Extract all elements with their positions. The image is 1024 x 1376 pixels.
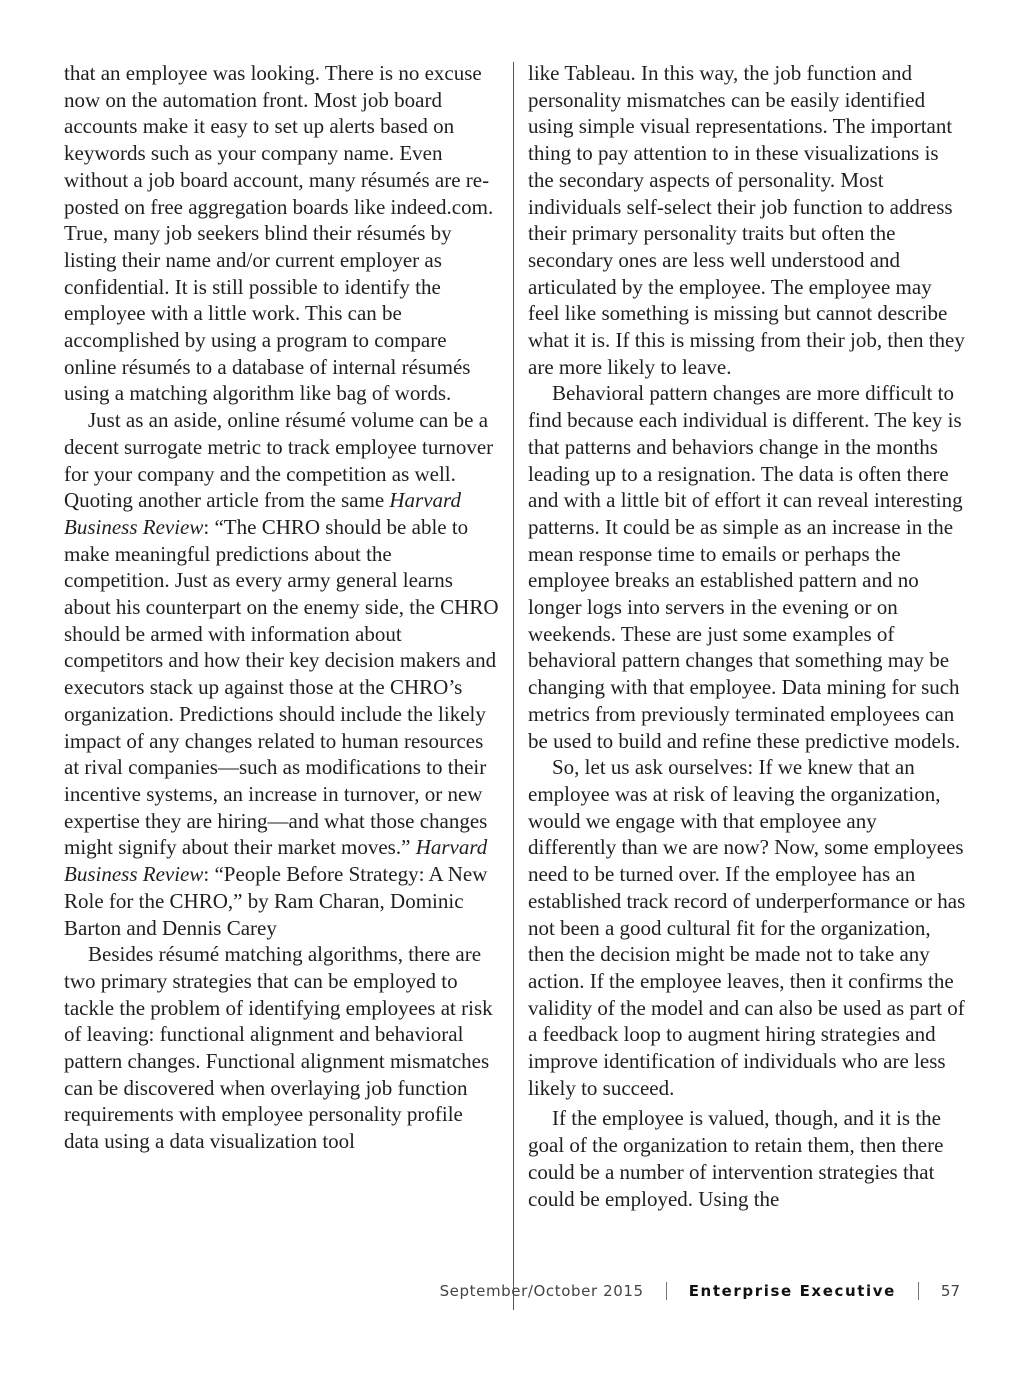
left-paragraph-2-text-c: : “People Before Strategy: A New Role for the CHRO,” by Ram Charan, Dominic Barton and Dennis Carey <box>64 862 488 940</box>
page-number: 57 <box>940 1282 960 1300</box>
left-paragraph-2-text-a: Just as an aside, online résumé volume can be a decent surrogate metric to track employee turnover for your company and the competition as well. Quoting another article from the same <box>64 408 494 513</box>
magazine-title: Enterprise Executive <box>688 1282 896 1300</box>
right-paragraph-1: like Tableau. In this way, the job function and personality mismatches can be easily identified using simple visual representations. The important thing to pay attention to in these visualizations is the secondary aspects of personality. Most individuals self-select their job function to address their primary personality traits but often the secondary ones are less well understood and articulated by the employee. The employee may feel like something is missing but cannot describe what it is. If this is missing from their job, then they are more likely to leave. <box>528 61 965 379</box>
right-paragraph-2: Behavioral pattern changes are more difficult to find because each individual is different. The key is that patterns and behaviors change in the months leading up to a resignation. The data is often there and with a little bit of effort it can reveal interesting patterns. It could be as simple as an increase in the mean response time to emails or perhaps the employee breaks an established pattern and no longer logs into servers in the evening or on weekends. These are just some examples of behavioral pattern changes that something may be changing with that employee. Data mining for such metrics from previously terminated employees can be used to build and refine these predictive models. <box>528 381 963 753</box>
left-paragraph-2-text-b: : “The CHRO should be able to make meaningful predictions about the competition. Just as every army general learns about his counterpart on the enemy side, the CHRO should be armed with information about competitors and how their key decision makers and executors stack up against those at the CHRO’s organization. Predictions should include the likely impact of any changes related to human resources at rival companies—such as modifications to their incentive systems, an increase in turnover, or new expertise they are hiring—and what those changes might signify about their market moves.” <box>64 514 499 860</box>
footer-divider <box>666 1282 667 1300</box>
right-paragraph-3: So, let us ask ourselves: If we knew that an employee was at risk of leaving the organization, would we engage with that employee any differently than we are now? Now, some employees need to be turned over. If the employee has an established track record of underperformance or has not been a good cultural fit for the organization, then the decision might be made not to take any action. If the employee leaves, then it confirms the validity of the model and can also be used as part of a feedback loop to augment hiring strategies and improve identification of individuals who are less likely to succeed. <box>528 755 966 1100</box>
column-divider <box>513 62 514 1310</box>
citation-hbr-1: Harvard Business Review <box>64 488 461 539</box>
left-paragraph-3: Besides résumé matching algorithms, there are two primary strategies that can be employed to tackle the problem of identifying employees at risk of leaving: functional alignment and behavioral pattern changes. Functional alignment mismatches can be discovered when overlaying job function requirements with employee personality profile data using a data visualization tool <box>64 942 493 1154</box>
page-footer <box>440 1278 960 1304</box>
citation-hbr-2: Harvard Business Review <box>64 835 488 887</box>
right-column <box>528 60 968 1212</box>
left-column <box>64 60 500 1155</box>
footer-divider <box>918 1282 919 1300</box>
issue-date: September/October 2015 <box>439 1282 644 1300</box>
right-paragraph-4: If the employee is valued, though, and it is the goal of the organization to retain them, then there could be a number of intervention strategies that could be employed. Using the <box>528 1106 944 1211</box>
left-paragraph-2 <box>64 407 500 941</box>
left-paragraph-1: that an employee was looking. There is no excuse now on the automation front. Most job board accounts make it easy to set up alerts based on keywords such as your company name. Even without a job board account, many résumés are re-posted on free aggregation boards like indeed.com. True, many job seekers blind their résumés by listing their name and/or current employer as confidential. It is still possible to identify the employee with a little work. This can be accomplished by using a program to compare online résumés to a database of internal résumés using a matching algorithm like bag of words. <box>64 61 494 406</box>
